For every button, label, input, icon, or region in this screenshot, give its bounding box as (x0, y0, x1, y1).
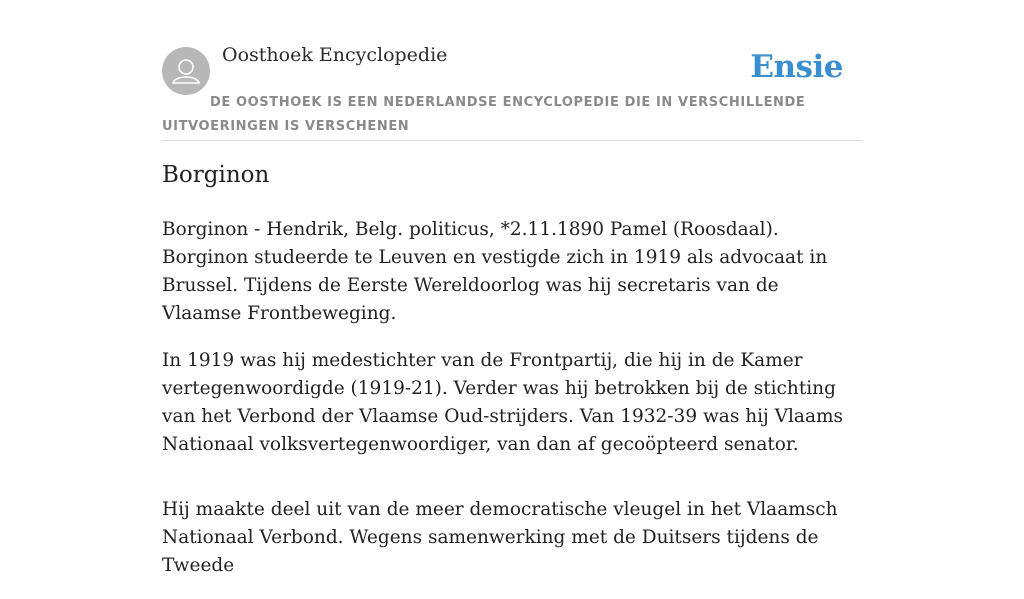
site-header (162, 0, 862, 141)
article-title: Borginon (162, 162, 270, 188)
article-paragraph: Hij maakte deel uit van de meer democratische vleugel in het Vlaamsch Nationaal Verbond. Wegens samenwerking met de Duitsers tijdens de Tweede (162, 499, 838, 576)
article-body (162, 216, 862, 599)
article-paragraph: In 1919 was hij medestichter van de Frontpartij, die hij in de Kamer vertegenwoordigde (1919-21). Verder was hij betrokken bij de stichting van het Verbond der Vlaamse Oud-strijders. Van 1932-39 was hij Vlaams Nationaal volksvertegenwoordiger, van dan af gecoöpteerd senator. (162, 350, 844, 455)
ensie-logo[interactable]: Ensie (750, 49, 843, 85)
article-paragraph: Borginon - Hendrik, Belg. politicus, *2.11.1890 Pamel (Roosdaal). Borginon studeerde te Leuven en vestigde zich in 1919 als advocaat in Brussel. Tijdens de Eerste Wereldoorlog was hij secretaris van de Vlaamse Frontbeweging. (162, 219, 828, 324)
site-name[interactable]: Oosthoek Encyclopedie (222, 44, 448, 66)
user-avatar-icon[interactable] (162, 47, 210, 95)
site-tagline: DE OOSTHOEK IS EEN NEDERLANDSE ENCYCLOPEDIE DIE IN VERSCHILLENDE UITVOERINGEN IS VERSCHENEN (162, 95, 806, 134)
